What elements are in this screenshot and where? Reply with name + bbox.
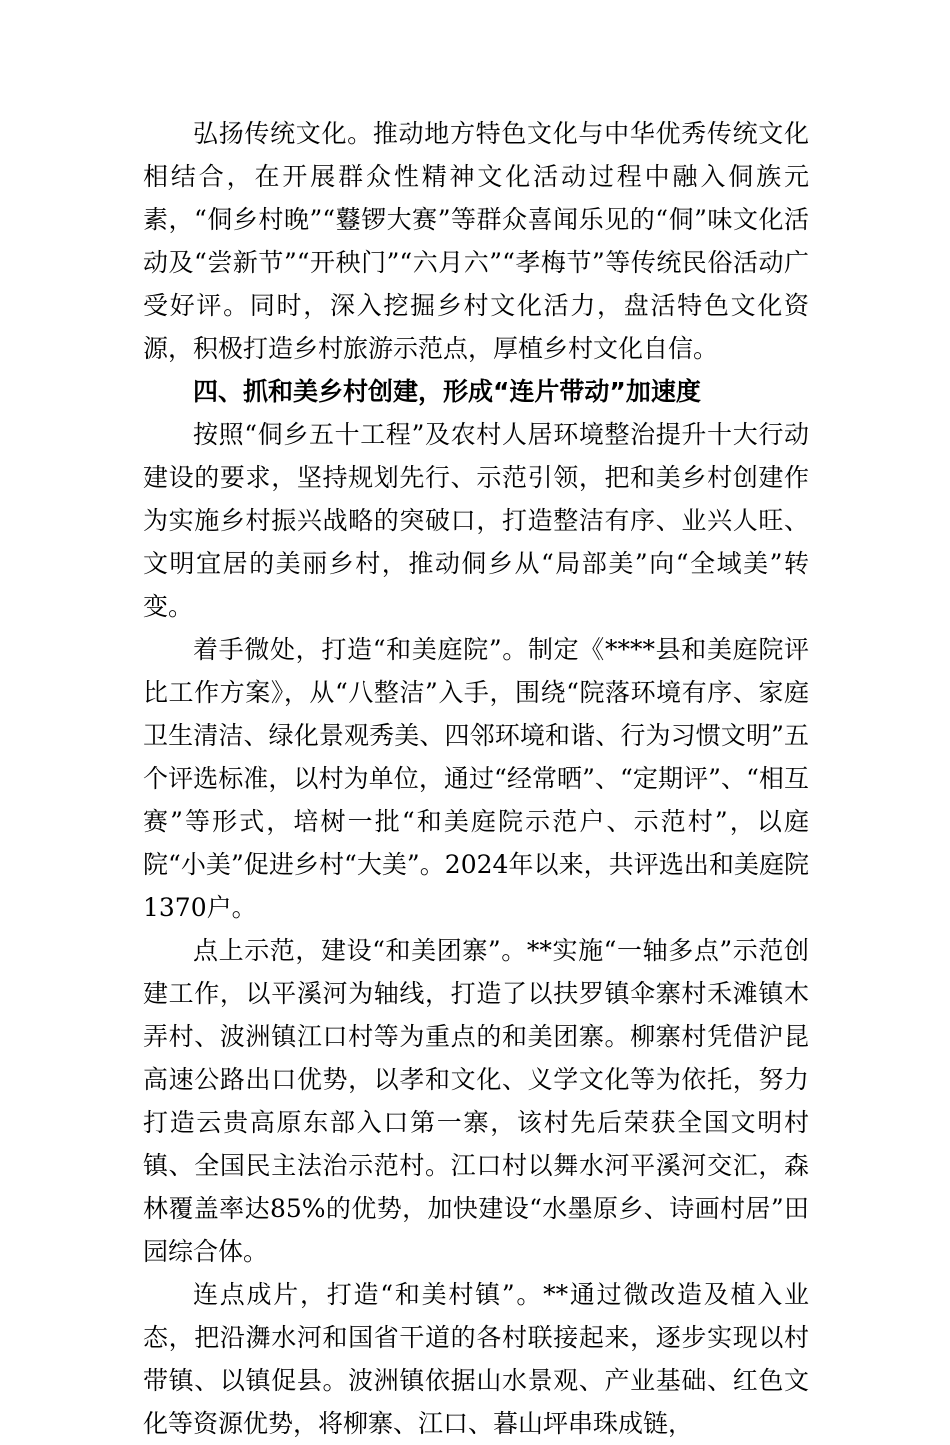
paragraph-towns: 连点成片，打造“和美村镇”。**通过微改造及植入业态，把沿㵲水河和国省干道的各村联接起来，逐步实现以村带镇、以镇促县。波洲镇依据山水景观、产业基础、红色文化等资源优势，将柳寨、江口、暮山坪串珠成链， [143, 1280, 809, 1438]
paragraph-courtyard: 着手微处，打造“和美庭院”。制定《****县和美庭院评比工作方案》，从“八整洁”入手，围绕“院落环境有序、家庭卫生清洁、绿化景观秀美、四邻环境和谐、行为习惯文明”五个评选标准，以村为单位，通过“经常晒”、“定期评”、“相互赛”等形式，培树一批“和美庭院示范户、示范村”，以庭院“小美”促进乡村“大美”。2024年以来，共评选出和美庭院1370户。 [143, 635, 809, 922]
document-body [143, 112, 809, 1445]
section-heading: 四、抓和美乡村创建，形成“连片带动”加速度 [193, 377, 701, 406]
paragraph-culture: 弘扬传统文化。推动地方特色文化与中华优秀传统文化相结合，在开展群众性精神文化活动过程中融入侗族元素，“侗乡村晚”“鼟锣大赛”等群众喜闻乐见的“侗”味文化活动及“尝新节”“开秧门”“六月六”“孝梅节”等传统民俗活动广受好评。同时，深入挖掘乡村文化活力，盘活特色文化资源，积极打造乡村旅游示范点，厚植乡村文化自信。 [143, 119, 809, 363]
paragraph-village-cluster: 点上示范，建设“和美团寨”。**实施“一轴多点”示范创建工作，以平溪河为轴线，打造了以扶罗镇伞寨村禾滩镇木弄村、波洲镇江口村等为重点的和美团寨。柳寨村凭借沪昆高速公路出口优势，以孝和文化、义学文化等为依托，努力打造云贵高原东部入口第一寨，该村先后荣获全国文明村镇、全国民主法治示范村。江口村以舞水河平溪河交汇，森林覆盖率达85%的优势，加快建设“水墨原乡、诗画村居”田园综合体。 [143, 936, 809, 1266]
paragraph-overview: 按照“侗乡五十工程”及农村人居环境整治提升十大行动建设的要求，坚持规划先行、示范引领，把和美乡村创建作为实施乡村振兴战略的突破口，打造整洁有序、业兴人旺、文明宜居的美丽乡村，推动侗乡从“局部美”向“全域美”转变。 [143, 420, 809, 621]
